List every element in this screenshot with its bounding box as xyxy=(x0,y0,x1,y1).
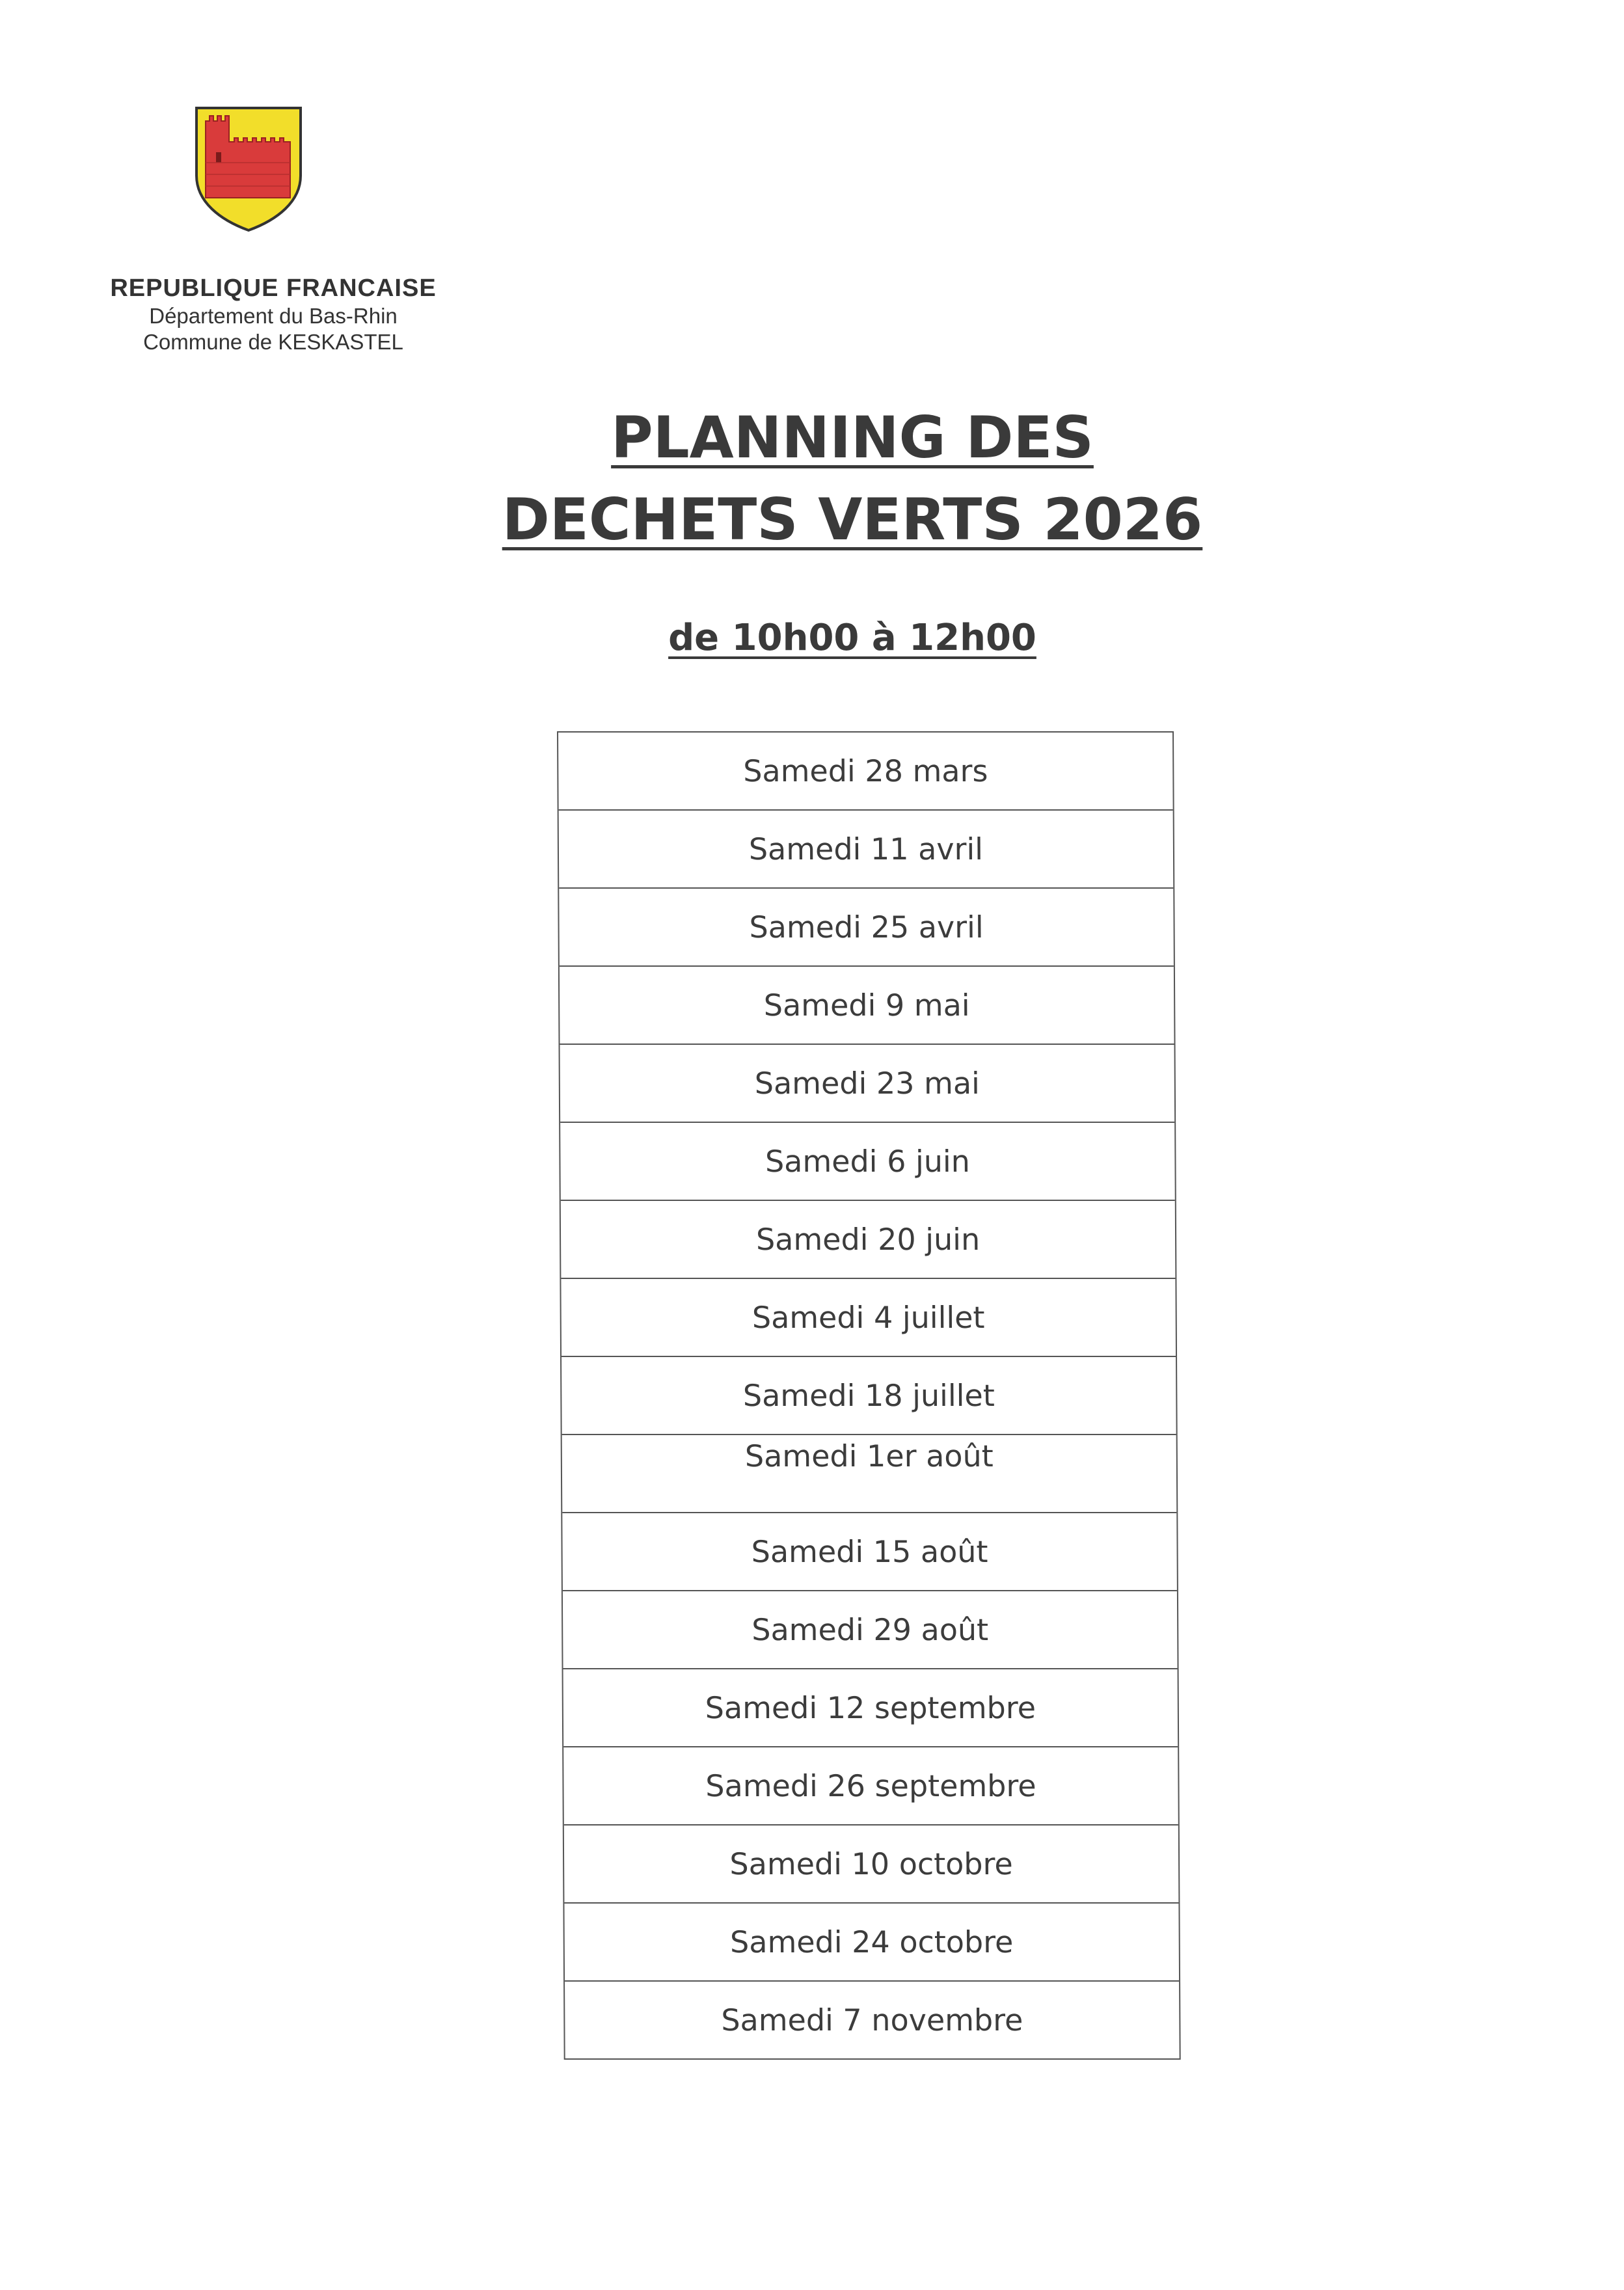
schedule-row: Samedi 23 mai xyxy=(560,1045,1175,1123)
schedule-row: Samedi 18 juillet xyxy=(562,1357,1176,1435)
schedule-row: Samedi 9 mai xyxy=(560,967,1174,1045)
title-line-2: DECHETS VERTS 2026 xyxy=(502,486,1203,553)
schedule-row: Samedi 7 novembre xyxy=(721,2002,1023,2038)
title-line-1: PLANNING DES xyxy=(611,404,1094,471)
schedule-row: Samedi 28 mars xyxy=(558,733,1173,811)
republic-label: REPUBLIQUE FRANCAISE xyxy=(110,275,437,302)
schedule-row: Samedi 10 octobre xyxy=(564,1825,1179,1904)
schedule-table xyxy=(557,731,1181,2060)
coat-of-arms-icon xyxy=(193,104,304,234)
schedule-row: Samedi 20 juin xyxy=(561,1201,1176,1279)
schedule-row: Samedi 1er août xyxy=(562,1435,1177,1513)
schedule-row: Samedi 12 septembre xyxy=(563,1669,1178,1747)
schedule-row: Samedi 25 avril xyxy=(559,889,1174,967)
page-title xyxy=(455,397,1249,561)
schedule-row: Samedi 24 octobre xyxy=(564,1904,1179,1982)
schedule-row: Samedi 6 juin xyxy=(560,1123,1175,1201)
schedule-row: Samedi 11 avril xyxy=(559,811,1174,889)
header-block xyxy=(85,273,462,355)
department-label: Département du Bas-Rhin xyxy=(149,304,398,328)
schedule-row: Samedi 26 septembre xyxy=(563,1747,1178,1825)
schedule-row: Samedi 4 juillet xyxy=(561,1279,1176,1357)
schedule-row: Samedi 29 août xyxy=(563,1591,1178,1669)
commune-label: Commune de KESKASTEL xyxy=(143,330,403,354)
schedule-row: Samedi 15 août xyxy=(562,1513,1177,1591)
collection-hours: de 10h00 à 12h00 xyxy=(668,617,1036,659)
